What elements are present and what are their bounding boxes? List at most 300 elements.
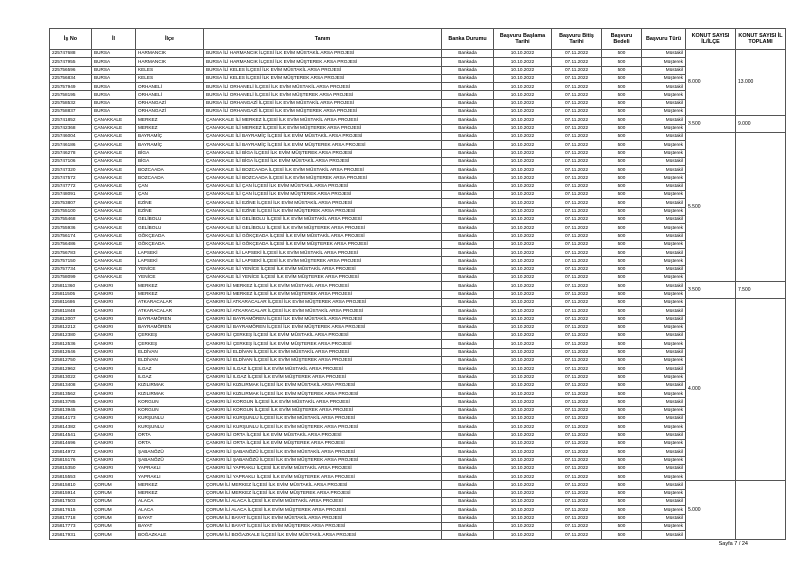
cell-konut-il-ilce: 8.000 (686, 50, 736, 116)
cell-il: BURSA (92, 108, 136, 116)
cell-is-no: 225747572 (50, 174, 92, 182)
cell-basvuru-turu: Müstakil (642, 415, 686, 423)
cell-banka-durumu: Bankada (442, 257, 494, 265)
cell-tanim: BURSA İLİ HARMANCIK İLÇESİ İLK EVİM MÜŞTEREK ARSA PROJESİ (204, 58, 442, 66)
cell-basvuru-turu: Müşterek (642, 224, 686, 232)
cell-ilce: ŞABANÖZÜ (136, 456, 204, 464)
cell-il: ÇANKIRI (92, 332, 136, 340)
cell-basvuru-bedeli: 500 (602, 415, 642, 423)
cell-basvuru-turu: Müşterek (642, 522, 686, 530)
cell-basvuru-bedeli: 500 (602, 99, 642, 107)
cell-il: ÇANKIRI (92, 398, 136, 406)
cell-basvuru-turu: Müşterek (642, 274, 686, 282)
cell-ilce: GELİBOLU (136, 215, 204, 223)
table-row (50, 191, 786, 199)
cell-basvuru-turu: Müstakil (642, 448, 686, 456)
table-row (50, 481, 786, 489)
cell-baslama-tarihi: 10.10.2022 (494, 498, 552, 506)
cell-basvuru-bedeli: 500 (602, 315, 642, 323)
cell-bitis-tarihi: 07.11.2022 (552, 58, 602, 66)
cell-baslama-tarihi: 10.10.2022 (494, 340, 552, 348)
table-row (50, 132, 786, 140)
cell-is-no: 225812536 (50, 340, 92, 348)
cell-baslama-tarihi: 10.10.2022 (494, 240, 552, 248)
cell-banka-durumu: Bankada (442, 415, 494, 423)
cell-banka-durumu: Bankada (442, 265, 494, 273)
col-header-il: İl (92, 29, 136, 50)
cell-ilce: ELDİVAN (136, 356, 204, 364)
cell-il: ÇANKIRI (92, 415, 136, 423)
cell-bitis-tarihi: 07.11.2022 (552, 464, 602, 472)
table-row (50, 91, 786, 99)
cell-is-no: 225817931 (50, 531, 92, 539)
cell-il: ÇANKIRI (92, 307, 136, 315)
col-header-ilce: İlçe (136, 29, 204, 50)
cell-tanim: ÇANKIRI İLİ ÇERKEŞ İLÇESİ İLK EVİM MÜSTAKİL ARSA PROJESİ (204, 332, 442, 340)
cell-il: ÇANAKKALE (92, 257, 136, 265)
cell-ilce: ALACA (136, 498, 204, 506)
cell-il: BURSA (92, 50, 136, 58)
table-row (50, 390, 786, 398)
cell-baslama-tarihi: 10.10.2022 (494, 282, 552, 290)
cell-baslama-tarihi: 10.10.2022 (494, 99, 552, 107)
cell-bitis-tarihi: 07.11.2022 (552, 274, 602, 282)
table-row (50, 265, 786, 273)
cell-is-no: 225815350 (50, 464, 92, 472)
cell-basvuru-bedeli: 500 (602, 215, 642, 223)
cell-ilce: ŞABANÖZÜ (136, 448, 204, 456)
cell-basvuru-turu: Müşterek (642, 74, 686, 82)
cell-baslama-tarihi: 10.10.2022 (494, 481, 552, 489)
cell-ilce: BAYAT (136, 514, 204, 522)
cell-ilce: BAYRAMİÇ (136, 132, 204, 140)
cell-banka-durumu: Bankada (442, 406, 494, 414)
cell-bitis-tarihi: 07.11.2022 (552, 124, 602, 132)
cell-il: ÇANKIRI (92, 323, 136, 331)
cell-tanim: ÇANAKKALE İLİ GELİBOLU İLÇESİ İLK EVİM MÜŞTEREK ARSA PROJESİ (204, 224, 442, 232)
cell-ilce: YENİCE (136, 274, 204, 282)
cell-bitis-tarihi: 07.11.2022 (552, 473, 602, 481)
cell-il: ÇANAKKALE (92, 132, 136, 140)
cell-basvuru-turu: Müşterek (642, 489, 686, 497)
cell-il: ÇANKIRI (92, 381, 136, 389)
cell-basvuru-bedeli: 500 (602, 381, 642, 389)
cell-tanim: ÇANAKKALE İLİ LAPSEKİ İLÇESİ İLK EVİM MÜSTAKİL ARSA PROJESİ (204, 249, 442, 257)
cell-is-no: 225757734 (50, 265, 92, 273)
cell-basvuru-turu: Müstakil (642, 315, 686, 323)
cell-basvuru-bedeli: 500 (602, 166, 642, 174)
table-row (50, 74, 786, 82)
cell-banka-durumu: Bankada (442, 199, 494, 207)
cell-banka-durumu: Bankada (442, 249, 494, 257)
cell-is-no: 225746278 (50, 149, 92, 157)
table-row (50, 50, 786, 58)
col-header-baslama-tarihi: Başvuru Başlama Tarihi (494, 29, 552, 50)
cell-tanim: ÇANAKKALE İLİ MERKEZ İLÇESİ İLK EVİM MÜŞTEREK ARSA PROJESİ (204, 124, 442, 132)
cell-tanim: ÇANKIRI İLİ ELDİVAN İLÇESİ İLK EVİM MÜSTAKİL ARSA PROJESİ (204, 348, 442, 356)
cell-bitis-tarihi: 07.11.2022 (552, 406, 602, 414)
cell-ilce: BAYRAMÖREN (136, 323, 204, 331)
cell-banka-durumu: Bankada (442, 390, 494, 398)
cell-baslama-tarihi: 10.10.2022 (494, 365, 552, 373)
cell-is-no: 225758837 (50, 108, 92, 116)
cell-tanim: ÇANKIRI İLİ ILGAZ İLÇESİ İLK EVİM MÜSTAKİL ARSA PROJESİ (204, 365, 442, 373)
table-row (50, 365, 786, 373)
cell-banka-durumu: Bankada (442, 174, 494, 182)
cell-il: ÇANAKKALE (92, 249, 136, 257)
cell-basvuru-turu: Müşterek (642, 406, 686, 414)
cell-banka-durumu: Bankada (442, 282, 494, 290)
table-row (50, 240, 786, 248)
cell-is-no: 225746004 (50, 132, 92, 140)
table-row (50, 323, 786, 331)
cell-basvuru-turu: Müşterek (642, 257, 686, 265)
cell-bitis-tarihi: 07.11.2022 (552, 365, 602, 373)
cell-il: BURSA (92, 58, 136, 66)
cell-banka-durumu: Bankada (442, 373, 494, 381)
cell-basvuru-bedeli: 500 (602, 58, 642, 66)
cell-banka-durumu: Bankada (442, 365, 494, 373)
cell-basvuru-turu: Müşterek (642, 473, 686, 481)
cell-baslama-tarihi: 10.10.2022 (494, 191, 552, 199)
cell-basvuru-bedeli: 500 (602, 174, 642, 182)
cell-is-no: 225817615 (50, 506, 92, 514)
cell-basvuru-turu: Müstakil (642, 199, 686, 207)
cell-baslama-tarihi: 10.10.2022 (494, 74, 552, 82)
cell-basvuru-turu: Müstakil (642, 398, 686, 406)
cell-basvuru-bedeli: 500 (602, 282, 642, 290)
cell-tanim: ÇANKIRI İLİ KIZILIRMAK İLÇESİ İLK EVİM MÜŞTEREK ARSA PROJESİ (204, 390, 442, 398)
application-table-sheet (49, 28, 785, 540)
table-row (50, 473, 786, 481)
cell-il: ÇANAKKALE (92, 141, 136, 149)
cell-banka-durumu: Bankada (442, 157, 494, 165)
cell-banka-durumu: Bankada (442, 473, 494, 481)
cell-basvuru-turu: Müşterek (642, 124, 686, 132)
table-row (50, 199, 786, 207)
cell-banka-durumu: Bankada (442, 489, 494, 497)
cell-il: ÇANAKKALE (92, 215, 136, 223)
cell-bitis-tarihi: 07.11.2022 (552, 240, 602, 248)
cell-banka-durumu: Bankada (442, 58, 494, 66)
cell-basvuru-turu: Müşterek (642, 174, 686, 182)
cell-is-no: 225757949 (50, 83, 92, 91)
cell-basvuru-turu: Müşterek (642, 290, 686, 298)
cell-il: ÇORUM (92, 514, 136, 522)
cell-tanim: ÇANKIRI İLİ ELDİVAN İLÇESİ İLK EVİM MÜŞTEREK ARSA PROJESİ (204, 356, 442, 364)
cell-basvuru-bedeli: 500 (602, 149, 642, 157)
cell-basvuru-turu: Müstakil (642, 498, 686, 506)
cell-basvuru-bedeli: 500 (602, 514, 642, 522)
cell-basvuru-bedeli: 500 (602, 298, 642, 306)
cell-tanim: BURSA İLİ KELES İLÇESİ İLK EVİM MÜŞTEREK ARSA PROJESİ (204, 74, 442, 82)
cell-baslama-tarihi: 10.10.2022 (494, 415, 552, 423)
cell-ilce: ORHANELİ (136, 83, 204, 91)
cell-is-no: 225813022 (50, 373, 92, 381)
cell-tanim: ÇANAKKALE İLİ GELİBOLU İLÇESİ İLK EVİM MÜSTAKİL ARSA PROJESİ (204, 215, 442, 223)
table-row (50, 315, 786, 323)
cell-ilce: YAPRAKLI (136, 464, 204, 472)
table-row (50, 464, 786, 472)
cell-basvuru-turu: Müşterek (642, 91, 686, 99)
cell-bitis-tarihi: 07.11.2022 (552, 307, 602, 315)
cell-bitis-tarihi: 07.11.2022 (552, 282, 602, 290)
cell-il: ÇORUM (92, 481, 136, 489)
cell-baslama-tarihi: 10.10.2022 (494, 456, 552, 464)
cell-is-no: 225758195 (50, 91, 92, 99)
cell-basvuru-bedeli: 500 (602, 74, 642, 82)
table-row (50, 215, 786, 223)
cell-is-no: 225747955 (50, 58, 92, 66)
table-row (50, 274, 786, 282)
cell-basvuru-turu: Müşterek (642, 191, 686, 199)
table-row (50, 282, 786, 290)
cell-bitis-tarihi: 07.11.2022 (552, 141, 602, 149)
cell-baslama-tarihi: 10.10.2022 (494, 265, 552, 273)
cell-konut-il-toplami (736, 132, 786, 281)
cell-bitis-tarihi: 07.11.2022 (552, 199, 602, 207)
cell-is-no: 225747688 (50, 50, 92, 58)
cell-il: ÇANAKKALE (92, 149, 136, 157)
cell-tanim: ÇANKIRI İLİ ATKARACALAR İLÇESİ İLK EVİM MÜŞTEREK ARSA PROJESİ (204, 298, 442, 306)
cell-basvuru-bedeli: 500 (602, 481, 642, 489)
table-row (50, 398, 786, 406)
cell-is-no: 225758532 (50, 99, 92, 107)
cell-baslama-tarihi: 10.10.2022 (494, 307, 552, 315)
cell-baslama-tarihi: 10.10.2022 (494, 448, 552, 456)
cell-konut-il-ilce: 3.500 (686, 282, 736, 299)
cell-banka-durumu: Bankada (442, 340, 494, 348)
cell-konut-il-ilce: 4.000 (686, 298, 736, 481)
cell-is-no: 225813945 (50, 406, 92, 414)
cell-ilce: ILGAZ (136, 365, 204, 373)
cell-basvuru-turu: Müstakil (642, 381, 686, 389)
cell-is-no: 225755936 (50, 224, 92, 232)
cell-bitis-tarihi: 07.11.2022 (552, 191, 602, 199)
cell-ilce: ÇAN (136, 191, 204, 199)
cell-baslama-tarihi: 10.10.2022 (494, 473, 552, 481)
cell-bitis-tarihi: 07.11.2022 (552, 265, 602, 273)
cell-bitis-tarihi: 07.11.2022 (552, 439, 602, 447)
table-row (50, 224, 786, 232)
cell-tanim: ÇANKIRI İLİ ORTA İLÇESİ İLK EVİM MÜŞTEREK ARSA PROJESİ (204, 439, 442, 447)
cell-banka-durumu: Bankada (442, 124, 494, 132)
cell-bitis-tarihi: 07.11.2022 (552, 431, 602, 439)
table-row (50, 531, 786, 539)
cell-basvuru-turu: Müşterek (642, 108, 686, 116)
cell-is-no: 225747772 (50, 182, 92, 190)
cell-basvuru-bedeli: 500 (602, 340, 642, 348)
cell-baslama-tarihi: 10.10.2022 (494, 249, 552, 257)
cell-banka-durumu: Bankada (442, 356, 494, 364)
table-row (50, 522, 786, 530)
cell-il: ÇANKIRI (92, 406, 136, 414)
cell-ilce: ORTA (136, 431, 204, 439)
cell-ilce: KURŞUNLU (136, 415, 204, 423)
col-header-konut-il-ilce: KONUT SAYISI İL/İLÇE (686, 29, 736, 50)
cell-is-no: 225815553 (50, 473, 92, 481)
cell-is-no: 225814382 (50, 423, 92, 431)
cell-il: ÇANKIRI (92, 282, 136, 290)
cell-bitis-tarihi: 07.11.2022 (552, 481, 602, 489)
cell-ilce: BAYRAMİÇ (136, 141, 204, 149)
cell-baslama-tarihi: 10.10.2022 (494, 157, 552, 165)
cell-tanim: BURSA İLİ ORHANELİ İLÇESİ İLK EVİM MÜSTAKİL ARSA PROJESİ (204, 83, 442, 91)
cell-il: ÇANKIRI (92, 315, 136, 323)
cell-basvuru-turu: Müstakil (642, 481, 686, 489)
cell-bitis-tarihi: 07.11.2022 (552, 340, 602, 348)
cell-is-no: 225812007 (50, 315, 92, 323)
cell-baslama-tarihi: 10.10.2022 (494, 50, 552, 58)
cell-basvuru-turu: Müşterek (642, 240, 686, 248)
cell-baslama-tarihi: 10.10.2022 (494, 207, 552, 215)
cell-basvuru-turu: Müstakil (642, 215, 686, 223)
cell-is-no: 225813785 (50, 398, 92, 406)
cell-baslama-tarihi: 10.10.2022 (494, 83, 552, 91)
cell-bitis-tarihi: 07.11.2022 (552, 207, 602, 215)
cell-tanim: ÇANAKKALE İLİ EZİNE İLÇESİ İLK EVİM MÜŞTEREK ARSA PROJESİ (204, 207, 442, 215)
cell-il: ÇANAKKALE (92, 124, 136, 132)
cell-banka-durumu: Bankada (442, 448, 494, 456)
cell-basvuru-bedeli: 500 (602, 290, 642, 298)
table-row (50, 456, 786, 464)
cell-basvuru-bedeli: 500 (602, 207, 642, 215)
cell-basvuru-bedeli: 500 (602, 307, 642, 315)
cell-basvuru-bedeli: 500 (602, 390, 642, 398)
cell-is-no: 225811505 (50, 290, 92, 298)
cell-baslama-tarihi: 10.10.2022 (494, 290, 552, 298)
cell-baslama-tarihi: 10.10.2022 (494, 439, 552, 447)
cell-is-no: 225812962 (50, 365, 92, 373)
cell-konut-il-toplami: 9.000 (736, 116, 786, 133)
table-row (50, 439, 786, 447)
cell-banka-durumu: Bankada (442, 274, 494, 282)
cell-il: ÇANAKKALE (92, 116, 136, 124)
table-row (50, 298, 786, 306)
cell-ilce: MERKEZ (136, 116, 204, 124)
cell-basvuru-turu: Müstakil (642, 50, 686, 58)
cell-baslama-tarihi: 10.10.2022 (494, 315, 552, 323)
cell-il: ÇANAKKALE (92, 174, 136, 182)
cell-tanim: ÇANKIRI İLİ KORGUN İLÇESİ İLK EVİM MÜSTAKİL ARSA PROJESİ (204, 398, 442, 406)
cell-ilce: LAPSEKİ (136, 249, 204, 257)
cell-is-no: 225742368 (50, 124, 92, 132)
cell-basvuru-bedeli: 500 (602, 456, 642, 464)
cell-tanim: BURSA İLİ ORHANELİ İLÇESİ İLK EVİM MÜŞTEREK ARSA PROJESİ (204, 91, 442, 99)
cell-basvuru-bedeli: 500 (602, 191, 642, 199)
cell-bitis-tarihi: 07.11.2022 (552, 415, 602, 423)
cell-basvuru-bedeli: 500 (602, 265, 642, 273)
table-row (50, 340, 786, 348)
cell-ilce: ÇERKEŞ (136, 332, 204, 340)
cell-is-no: 225753807 (50, 199, 92, 207)
col-header-basvuru-bedeli: Başvuru Bedeli (602, 29, 642, 50)
table-row (50, 232, 786, 240)
cell-ilce: ATKARACALAR (136, 298, 204, 306)
cell-ilce: ORHANELİ (136, 91, 204, 99)
cell-basvuru-turu: Müşterek (642, 356, 686, 364)
cell-basvuru-turu: Müstakil (642, 99, 686, 107)
cell-banka-durumu: Bankada (442, 381, 494, 389)
cell-is-no: 225812750 (50, 356, 92, 364)
cell-banka-durumu: Bankada (442, 83, 494, 91)
cell-basvuru-bedeli: 500 (602, 439, 642, 447)
cell-tanim: BURSA İLİ ORHANGAZİ İLÇESİ İLK EVİM MÜŞTEREK ARSA PROJESİ (204, 108, 442, 116)
cell-ilce: BOĞAZKALE (136, 531, 204, 539)
cell-il: ÇANAKKALE (92, 157, 136, 165)
cell-baslama-tarihi: 10.10.2022 (494, 431, 552, 439)
cell-tanim: ÇANKIRI İLİ KURŞUNLU İLÇESİ İLK EVİM MÜŞTEREK ARSA PROJESİ (204, 423, 442, 431)
cell-is-no: 225817718 (50, 514, 92, 522)
cell-basvuru-turu: Müşterek (642, 207, 686, 215)
cell-tanim: ÇORUM İLİ MERKEZ İLÇESİ İLK EVİM MÜŞTEREK ARSA PROJESİ (204, 489, 442, 497)
cell-ilce: EZİNE (136, 199, 204, 207)
cell-tanim: ÇANKIRI İLİ MERKEZ İLÇESİ İLK EVİM MÜŞTEREK ARSA PROJESİ (204, 290, 442, 298)
cell-basvuru-bedeli: 500 (602, 498, 642, 506)
cell-basvuru-bedeli: 500 (602, 332, 642, 340)
cell-il: ÇANAKKALE (92, 274, 136, 282)
cell-tanim: ÇORUM İLİ MERKEZ İLÇESİ İLK EVİM MÜSTAKİL ARSA PROJESİ (204, 481, 442, 489)
cell-baslama-tarihi: 10.10.2022 (494, 506, 552, 514)
cell-ilce: KELES (136, 66, 204, 74)
table-row (50, 116, 786, 124)
cell-ilce: KORGUN (136, 406, 204, 414)
cell-il: ÇANKIRI (92, 290, 136, 298)
table-row (50, 356, 786, 364)
cell-bitis-tarihi: 07.11.2022 (552, 66, 602, 74)
cell-baslama-tarihi: 10.10.2022 (494, 108, 552, 116)
cell-bitis-tarihi: 07.11.2022 (552, 132, 602, 140)
cell-ilce: ORHANGAZİ (136, 108, 204, 116)
cell-banka-durumu: Bankada (442, 182, 494, 190)
cell-baslama-tarihi: 10.10.2022 (494, 58, 552, 66)
cell-is-no: 225815914 (50, 489, 92, 497)
cell-is-no: 225813562 (50, 390, 92, 398)
cell-is-no: 225814173 (50, 415, 92, 423)
cell-tanim: ÇANKIRI İLİ YAPRAKLI İLÇESİ İLK EVİM MÜŞTEREK ARSA PROJESİ (204, 473, 442, 481)
cell-banka-durumu: Bankada (442, 431, 494, 439)
cell-baslama-tarihi: 10.10.2022 (494, 132, 552, 140)
cell-il: ÇANKIRI (92, 473, 136, 481)
col-header-bitis-tarihi: Başvuru Bitiş Tarihi (552, 29, 602, 50)
cell-konut-il-toplami: 13.000 (736, 50, 786, 116)
cell-banka-durumu: Bankada (442, 514, 494, 522)
cell-basvuru-bedeli: 500 (602, 365, 642, 373)
cell-ilce: MERKEZ (136, 290, 204, 298)
cell-il: BURSA (92, 74, 136, 82)
cell-is-no: 225758099 (50, 274, 92, 282)
table-row (50, 431, 786, 439)
cell-bitis-tarihi: 07.11.2022 (552, 290, 602, 298)
cell-ilce: HARMANCIK (136, 58, 204, 66)
cell-basvuru-bedeli: 500 (602, 323, 642, 331)
cell-il: ÇANAKKALE (92, 240, 136, 248)
cell-konut-il-toplami: 7.500 (736, 282, 786, 299)
cell-banka-durumu: Bankada (442, 398, 494, 406)
cell-is-no: 225814696 (50, 439, 92, 447)
cell-baslama-tarihi: 10.10.2022 (494, 116, 552, 124)
cell-basvuru-turu: Müşterek (642, 323, 686, 331)
cell-il: ÇANAKKALE (92, 199, 136, 207)
cell-baslama-tarihi: 10.10.2022 (494, 91, 552, 99)
cell-tanim: ÇANKIRI İLİ ORTA İLÇESİ İLK EVİM MÜSTAKİL ARSA PROJESİ (204, 431, 442, 439)
cell-basvuru-bedeli: 500 (602, 356, 642, 364)
table-row (50, 157, 786, 165)
table-row (50, 166, 786, 174)
cell-basvuru-bedeli: 500 (602, 83, 642, 91)
cell-bitis-tarihi: 07.11.2022 (552, 522, 602, 530)
table-row (50, 83, 786, 91)
